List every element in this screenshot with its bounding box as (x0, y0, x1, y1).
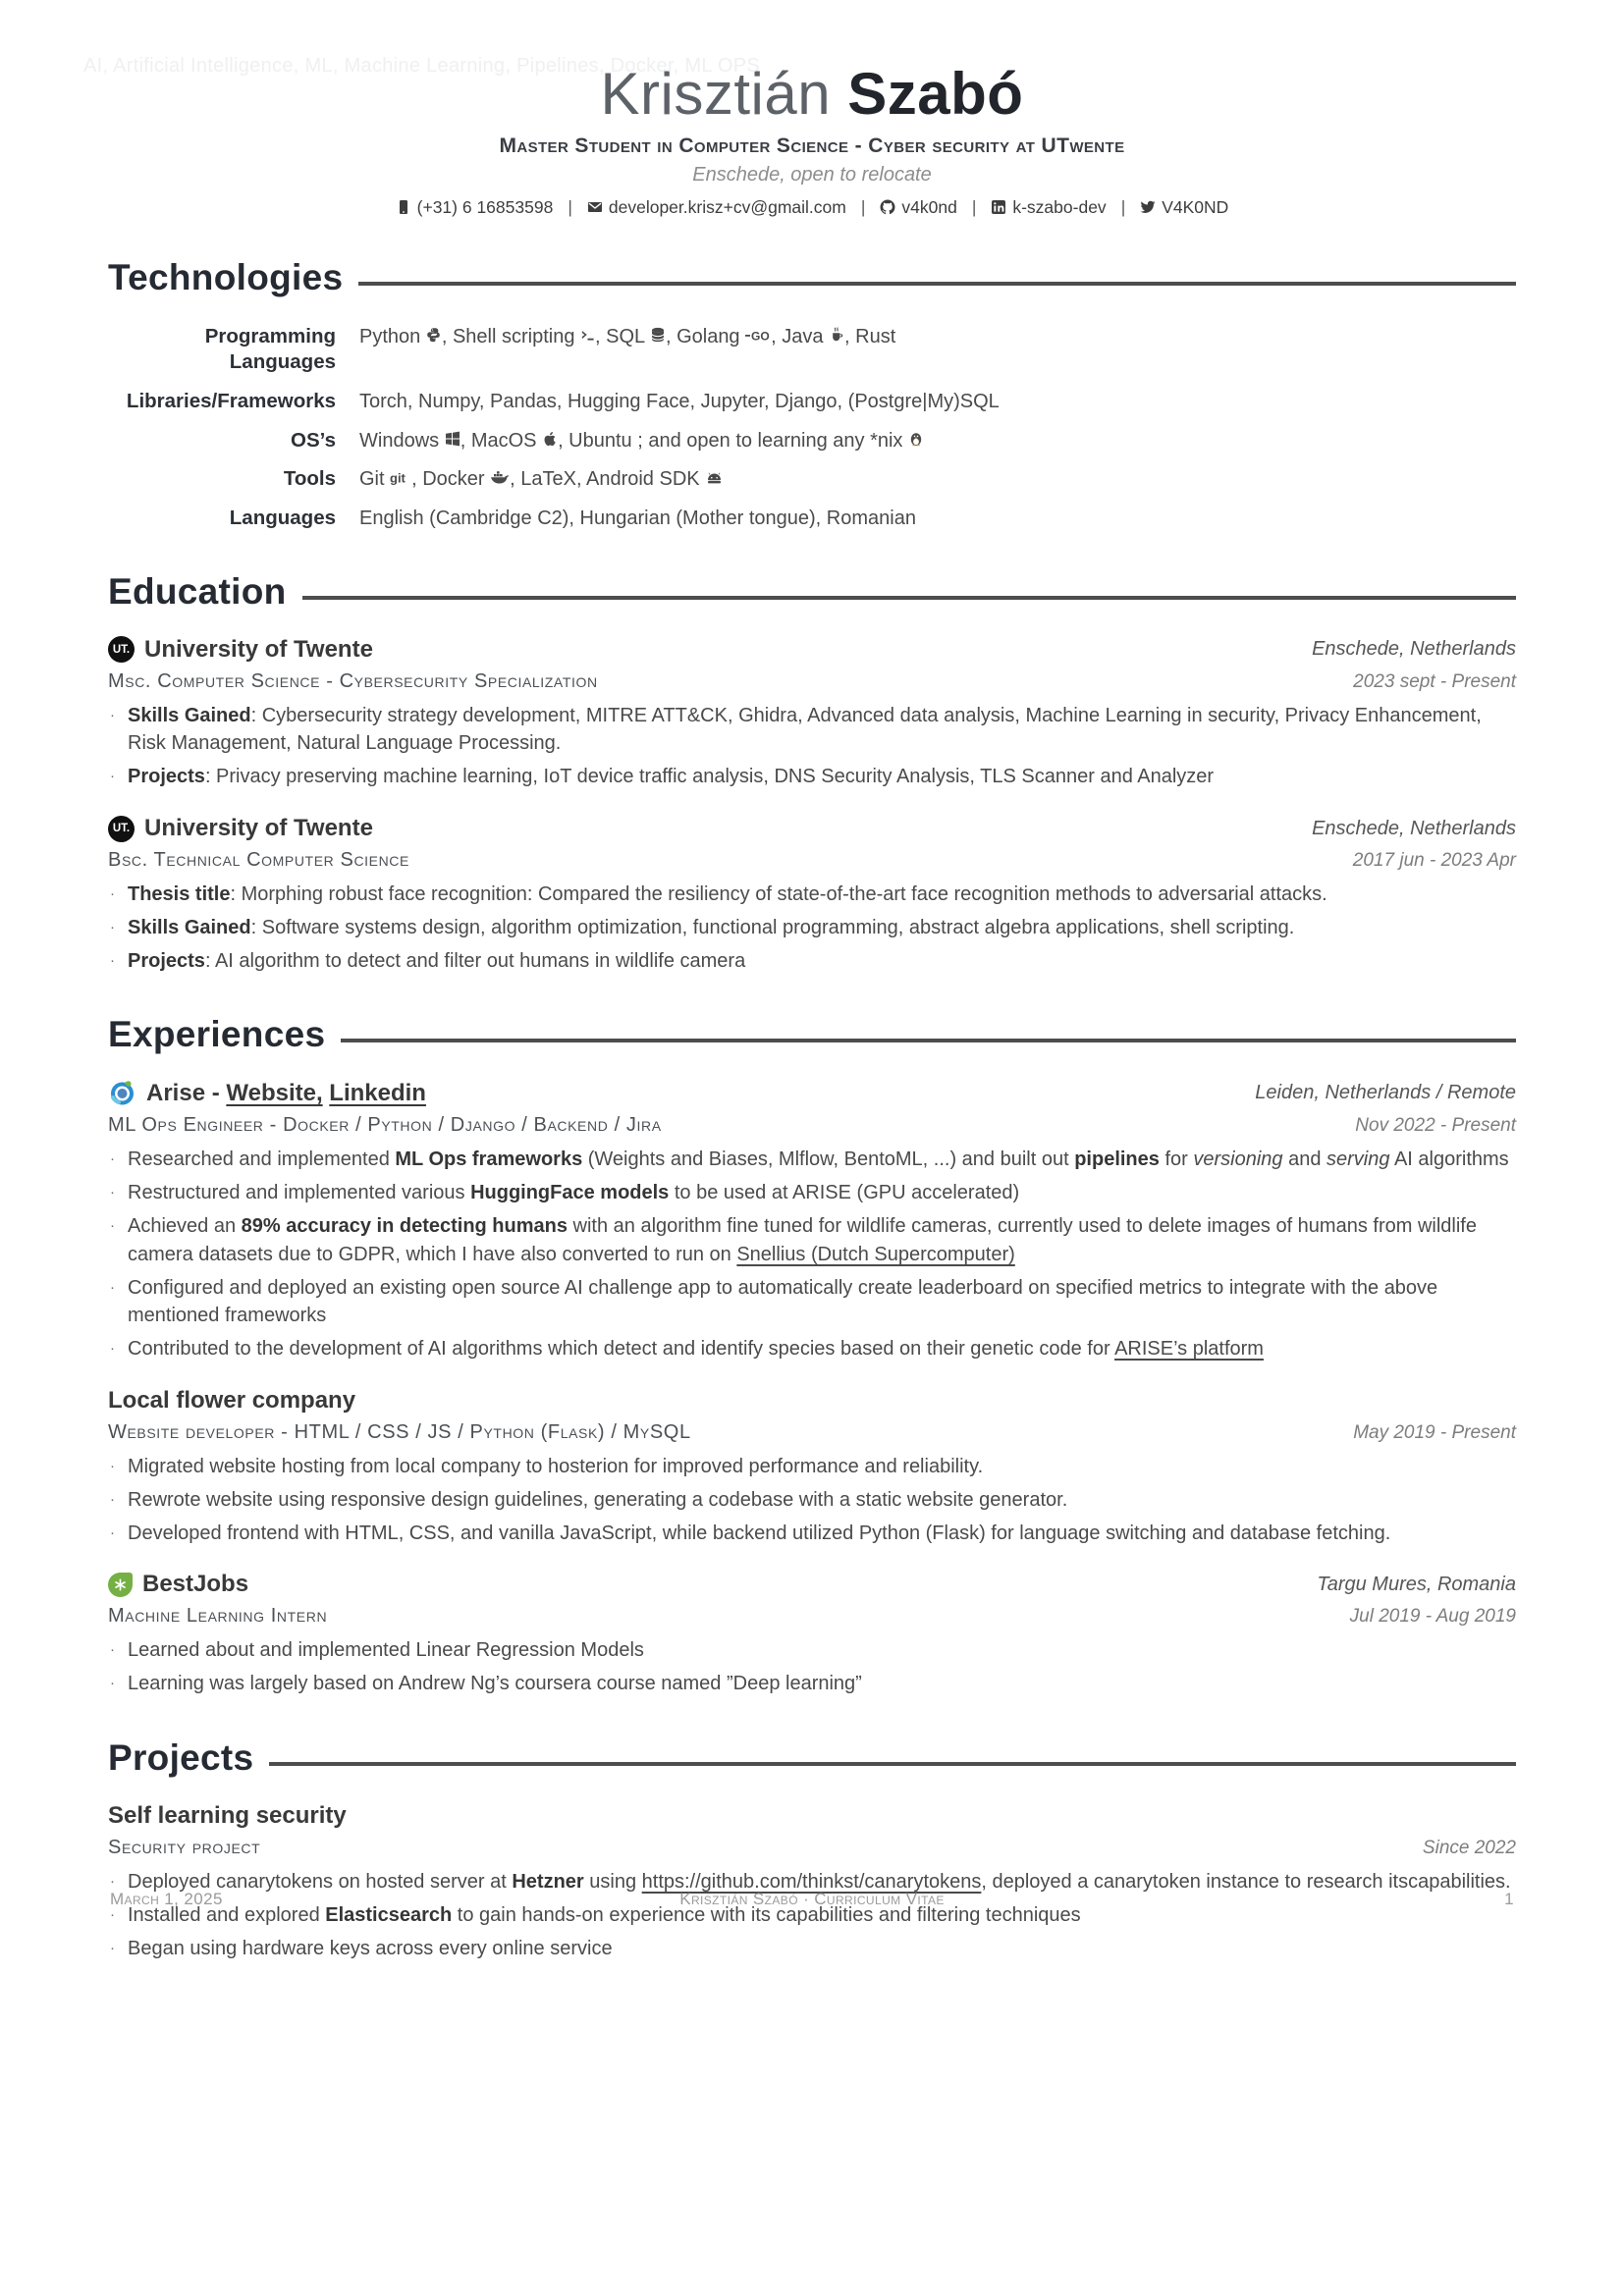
text-segment: to be used at ARISE (GPU accelerated) (669, 1182, 1020, 1204)
link[interactable]: Linkedin (329, 1079, 426, 1106)
text-segment: , Shell scripting (441, 325, 580, 347)
bullet-item (108, 1486, 1516, 1515)
entry-role-row (108, 849, 1516, 872)
contact-phone[interactable] (396, 197, 554, 218)
bullet-text (128, 1636, 644, 1665)
entry-title (108, 636, 373, 664)
entry-location: Enschede, Netherlands (1312, 638, 1516, 661)
bullet-marker: · (110, 1184, 115, 1201)
github-icon (880, 199, 895, 215)
bullet-marker: · (110, 1641, 115, 1659)
text-segment: Contributed to the development of AI algorithms which detect and identify species based on their genetic code for (128, 1338, 1115, 1361)
cv-entry (108, 636, 1516, 791)
cv-entry (108, 1079, 1516, 1363)
bullet-item (108, 947, 1516, 976)
entry-role-row (108, 1605, 1516, 1628)
text-segment: Self learning security (108, 1801, 347, 1829)
projects-entries (108, 1802, 1516, 1962)
projects-heading (108, 1737, 1516, 1779)
entry-role: Website developer - HTML / CSS / JS / Python (Flask) / MySQL (108, 1421, 691, 1443)
entry-dates: Since 2022 (1422, 1837, 1516, 1858)
education-entries (108, 636, 1516, 976)
bullet-text (128, 1486, 1067, 1515)
heading-rule (302, 596, 1516, 600)
entry-dates: May 2019 - Present (1353, 1422, 1516, 1443)
utwente-logo: UT. (108, 636, 135, 663)
bullet-text (128, 1179, 1019, 1207)
contact-email[interactable] (587, 197, 846, 218)
tech-category-label: Languages (229, 507, 336, 529)
entry-bullet-list (108, 881, 1516, 975)
bullet-item (108, 1636, 1516, 1665)
text-segment: University of Twente (144, 635, 373, 663)
text-segment: Began using hardware keys across every online service (128, 1937, 613, 1959)
text-segment: Torch, Numpy, Pandas, Hugging Face, Jupyter, Django, (Postgre|My)SQL (359, 391, 1000, 413)
bullet-marker: · (110, 1939, 115, 1956)
text-segment: HuggingFace models (470, 1182, 670, 1204)
bullet-item (108, 1212, 1516, 1269)
tech-category-label: OS’s (291, 428, 336, 452)
bullet-marker: · (110, 1217, 115, 1235)
apple-icon (542, 431, 558, 447)
entry-role-row (108, 670, 1516, 693)
entry-bullet-list (108, 1868, 1516, 1962)
utwente-logo: UT. (108, 816, 135, 842)
entry-dates: 2023 sept - Present (1353, 670, 1516, 692)
entry-role: Security project (108, 1836, 261, 1858)
entry-title-text (144, 815, 373, 842)
bullet-text (128, 702, 1516, 759)
bullet-item (108, 914, 1516, 942)
text-segment: , Java (771, 325, 830, 347)
bullet-item (108, 1274, 1516, 1331)
database-icon (650, 327, 666, 343)
text-segment: 89% accuracy in detecting humans (241, 1215, 568, 1238)
entry-title-text (108, 1387, 355, 1415)
contact-label: developer.krisz+cv@gmail.com (608, 196, 846, 217)
link[interactable]: Snellius (Dutch Supercomputer) (736, 1243, 1015, 1265)
tech-category-label: Tools (283, 467, 336, 491)
entry-title (108, 1571, 248, 1598)
bullet-item (108, 1670, 1516, 1698)
cv-entry (108, 815, 1516, 975)
bullet-text (128, 1335, 1264, 1363)
entry-header (108, 1387, 1516, 1415)
bullet-marker: · (110, 1278, 115, 1296)
entry-dates: 2017 jun - 2023 Apr (1352, 850, 1516, 872)
section-projects (108, 1737, 1516, 1962)
entry-dates: Jul 2019 - Aug 2019 (1349, 1606, 1516, 1628)
technologies-title: Technologies (108, 256, 344, 297)
heading-rule (358, 282, 1516, 286)
text-segment: Projects (128, 766, 205, 788)
text-segment: , Ubuntu ; and open to learning any *nix (558, 429, 908, 452)
entry-header (108, 1571, 1516, 1598)
text-segment: Projects (128, 949, 205, 972)
entry-title-text (144, 636, 373, 664)
entry-title (108, 815, 373, 842)
first-name: Krisztián (600, 61, 848, 127)
entry-role: Bsc. Technical Computer Science (108, 849, 409, 872)
bullet-text (128, 763, 1214, 791)
section-experiences (108, 1014, 1516, 1698)
arise-logo (108, 1079, 136, 1107)
bullet-marker: · (110, 1458, 115, 1474)
phone-icon (396, 199, 411, 215)
entry-title (108, 1387, 355, 1415)
bullet-marker: · (110, 1675, 115, 1692)
windows-icon (445, 431, 460, 447)
bullet-item (108, 1179, 1516, 1207)
bullet-marker: · (110, 1490, 115, 1508)
text-segment: Learned about and implemented Linear Regression Models (128, 1639, 644, 1662)
entry-title (108, 1802, 347, 1830)
text-segment: using (583, 1870, 642, 1893)
text-segment: to gain hands-on experience with its capabilities and filtering techniques (452, 1903, 1081, 1926)
twitter-icon (1140, 199, 1156, 215)
tech-category-label: Libraries/Frameworks (126, 390, 336, 413)
text-segment: Local flower company (108, 1387, 356, 1414)
footer-date: March 1, 2025 (110, 1890, 223, 1909)
git-icon (390, 471, 411, 485)
bullet-marker: · (110, 885, 115, 903)
heading-rule (341, 1039, 1516, 1042)
text-segment: and (1282, 1148, 1327, 1171)
text-segment: for (1159, 1148, 1194, 1171)
text-segment: Arise - (146, 1079, 227, 1106)
entry-bullet-list (108, 1146, 1516, 1363)
technologies-heading (108, 257, 1516, 298)
bullet-item (108, 881, 1516, 909)
text-segment: Learning was largely based on Andrew Ng’s coursera course named ”Deep learning” (128, 1673, 862, 1695)
text-segment: , LaTeX, Android SDK (510, 468, 706, 491)
text-segment: Hetzner (512, 1870, 584, 1893)
bullet-item (108, 1335, 1516, 1363)
text-segment: AI algorithms (1389, 1148, 1509, 1171)
education-title: Education (108, 570, 287, 612)
text-segment: , Golang (665, 325, 746, 347)
contact-separator: | (568, 196, 572, 217)
tagline: Master Student in Computer Science - Cyber security at UTwente (499, 133, 1125, 157)
section-education (108, 571, 1516, 976)
contact-linkedin[interactable] (991, 197, 1106, 218)
entry-header (108, 815, 1516, 842)
entry-header (108, 1802, 1516, 1830)
tech-category-value (359, 428, 1516, 454)
android-icon (705, 471, 724, 485)
cv-entry (108, 1571, 1516, 1698)
page-number: 1 (1504, 1890, 1514, 1909)
bullet-text (128, 1274, 1516, 1331)
location-line: Enschede, open to relocate (692, 163, 932, 186)
contact-github[interactable] (880, 197, 956, 218)
text-segment: : Privacy preserving machine learning, IoT device traffic analysis, DNS Security Analysis, TLS Scanner and Analyzer (204, 766, 1215, 788)
entry-header (108, 1079, 1516, 1107)
text-segment: pipelines (1074, 1148, 1160, 1171)
bullet-marker: · (110, 918, 115, 935)
bullet-item (108, 1935, 1516, 1963)
email-icon (587, 199, 603, 215)
entry-title-text (108, 1802, 347, 1830)
contact-label: (+31) 6 16853598 (416, 196, 554, 217)
text-segment: BestJobs (142, 1571, 249, 1598)
text-segment: : Cybersecurity strategy development, MITRE ATT&CK, Ghidra, Advanced data analysis, Machine Learning in security, Privacy Enhancement, Risk Management, Natural Language Processing. (128, 704, 1482, 755)
contact-row (108, 197, 1516, 218)
last-name: Szabó (847, 61, 1024, 127)
docker-icon (490, 469, 510, 485)
footer-center-text: Krisztián Szabó · Curriculum Vitae (679, 1890, 945, 1909)
linkedin-icon (991, 199, 1006, 215)
text-segment: Restructured and implemented various (128, 1182, 471, 1204)
python-icon (426, 327, 442, 343)
text-segment: Deployed canarytokens on hosted server at (128, 1870, 513, 1893)
text-segment: Skills Gained (128, 704, 251, 726)
bullet-text (128, 1212, 1516, 1269)
tech-category-value (359, 389, 1516, 415)
bullet-item (108, 763, 1516, 791)
experiences-title: Experiences (108, 1014, 326, 1055)
bullet-text (128, 1670, 862, 1698)
page-footer (0, 1890, 1624, 1909)
entry-title-text (146, 1080, 426, 1107)
tech-category-value (359, 506, 1516, 532)
go-icon (745, 329, 771, 343)
bullet-text (128, 1146, 1509, 1174)
bullet-marker: · (110, 1872, 115, 1890)
bullet-marker: · (110, 1905, 115, 1923)
entry-location: Enschede, Netherlands (1312, 817, 1516, 839)
text-segment: : Software systems design, algorithm optimization, functional programming, abstract algebra applications, shell scripting. (250, 916, 1295, 938)
text-segment: Elasticsearch (325, 1903, 453, 1926)
entry-bullet-list (108, 1636, 1516, 1698)
tech-category-value (359, 466, 1516, 493)
entry-title-text (142, 1571, 248, 1598)
entry-dates: Nov 2022 - Present (1355, 1115, 1516, 1137)
bullet-marker: · (110, 1523, 115, 1541)
entry-role: Msc. Computer Science - Cybersecurity Specialization (108, 669, 598, 692)
entry-title (108, 1079, 426, 1107)
tech-category-label: Programming Languages (204, 324, 336, 374)
text-segment: : Morphing robust face recognition: Compared the resiliency of state-of-the-art face recognition methods to adversarial attacks. (230, 883, 1327, 906)
text-segment: Skills Gained (128, 916, 251, 938)
entry-header (108, 636, 1516, 664)
text-segment: Rewrote website using responsive design guidelines, generating a codebase with a static website generator. (128, 1488, 1068, 1511)
entry-role-row (108, 1421, 1516, 1444)
bullet-item (108, 1520, 1516, 1548)
cv-entry (108, 1802, 1516, 1962)
text-segment: Windows (359, 429, 445, 452)
heading-rule (269, 1762, 1516, 1766)
text-segment: , deployed a canarytoken instance to research itscapabilities. (981, 1870, 1511, 1893)
entry-role: Machine Learning Intern (108, 1605, 328, 1628)
contact-separator: | (971, 196, 977, 217)
contact-label: k-szabo-dev (1012, 196, 1107, 217)
link[interactable]: https://github.com/thinkst/canarytokens (641, 1870, 982, 1893)
experiences-entries (108, 1079, 1516, 1698)
cv-header (108, 0, 1516, 218)
text-segment: Developed frontend with HTML, CSS, and vanilla JavaScript, while backend utilized Python (Flask) for language switching and database fetching. (128, 1522, 1391, 1544)
bullet-item (108, 1146, 1516, 1174)
bullet-marker: · (110, 768, 115, 785)
contact-separator: | (860, 196, 866, 217)
entry-role-row (108, 1837, 1516, 1859)
hidden-keywords-text: AI, Artificial Intelligence, ML, Machine Learning, Pipelines, Docker, ML OPS (83, 55, 761, 77)
education-heading (108, 571, 1516, 613)
bullet-item (108, 1453, 1516, 1481)
java-icon (829, 327, 844, 343)
text-segment: , MacOS (460, 429, 543, 452)
svg-text:GO: GO (751, 329, 770, 343)
text-segment: serving (1326, 1148, 1390, 1171)
bullet-text (128, 1453, 983, 1481)
bullet-marker: · (110, 1150, 115, 1168)
link[interactable]: Website, (226, 1079, 323, 1106)
contact-twitter[interactable] (1140, 197, 1228, 218)
bestjobs-logo (108, 1573, 133, 1597)
entry-bullet-list (108, 702, 1516, 791)
tech-category-value (359, 324, 1516, 376)
text-segment: , Docker (411, 468, 491, 491)
text-segment: Installed and explored (128, 1903, 326, 1926)
link[interactable]: ARISE’s platform (1114, 1338, 1264, 1361)
bullet-marker: · (110, 706, 115, 723)
bullet-item (108, 702, 1516, 759)
experiences-heading (108, 1014, 1516, 1055)
text-segment: Researched and implemented (128, 1148, 396, 1171)
text-segment: Achieved an (128, 1215, 242, 1238)
bullet-text (128, 1935, 613, 1963)
technologies-table (108, 324, 1516, 532)
projects-title: Projects (108, 1736, 254, 1778)
entry-location: Leiden, Netherlands / Remote (1255, 1082, 1516, 1104)
terminal-icon (580, 328, 595, 343)
bullet-marker: · (110, 1340, 115, 1358)
text-segment: University of Twente (144, 815, 373, 842)
text-segment: : AI algorithm to detect and filter out humans in wildlife camera (204, 949, 746, 972)
contact-label: V4K0ND (1162, 196, 1229, 217)
bullet-marker: · (110, 951, 115, 969)
entry-role: ML Ops Engineer - Docker / Python / Django / Backend / Jira (108, 1114, 662, 1137)
cv-entry (108, 1387, 1516, 1547)
bullet-text (128, 947, 745, 976)
contact-separator: | (1120, 196, 1126, 217)
entry-location: Targu Mures, Romania (1317, 1573, 1516, 1595)
text-segment: Thesis title (128, 883, 231, 906)
text-segment: ML Ops frameworks (395, 1148, 583, 1171)
text-segment: (Weights and Biases, Mlflow, BentoML, ...) and built out (582, 1148, 1075, 1171)
section-technologies (108, 257, 1516, 532)
entry-role-row (108, 1114, 1516, 1137)
entry-bullet-list (108, 1453, 1516, 1547)
text-segment: versioning (1193, 1148, 1283, 1171)
text-segment: , Rust (844, 325, 896, 347)
text-segment: , SQL (595, 325, 650, 347)
text-segment: Python (359, 325, 426, 347)
bullet-text (128, 914, 1294, 942)
contact-label: v4k0nd (901, 196, 957, 217)
text-segment: Configured and deployed an existing open source AI challenge app to automatically create leaderboard on specified metrics to integrate with the above mentioned frameworks (128, 1276, 1438, 1327)
text-segment: with an algorithm fine tuned for wildlife cameras, currently used to delete images of humans from wildlife camera datasets due to GDPR, which I have also converted to run on (128, 1215, 1477, 1265)
text-segment: Migrated website hosting from local company to hosterion for improved performance and reliability. (128, 1456, 984, 1477)
linux-icon (908, 431, 924, 447)
text-segment: Git (359, 468, 391, 491)
bullet-text (128, 881, 1327, 909)
text-segment: English (Cambridge C2), Hungarian (Mother tongue), Romanian (359, 507, 916, 529)
svg-text:git: git (390, 471, 406, 486)
bullet-text (128, 1520, 1390, 1548)
